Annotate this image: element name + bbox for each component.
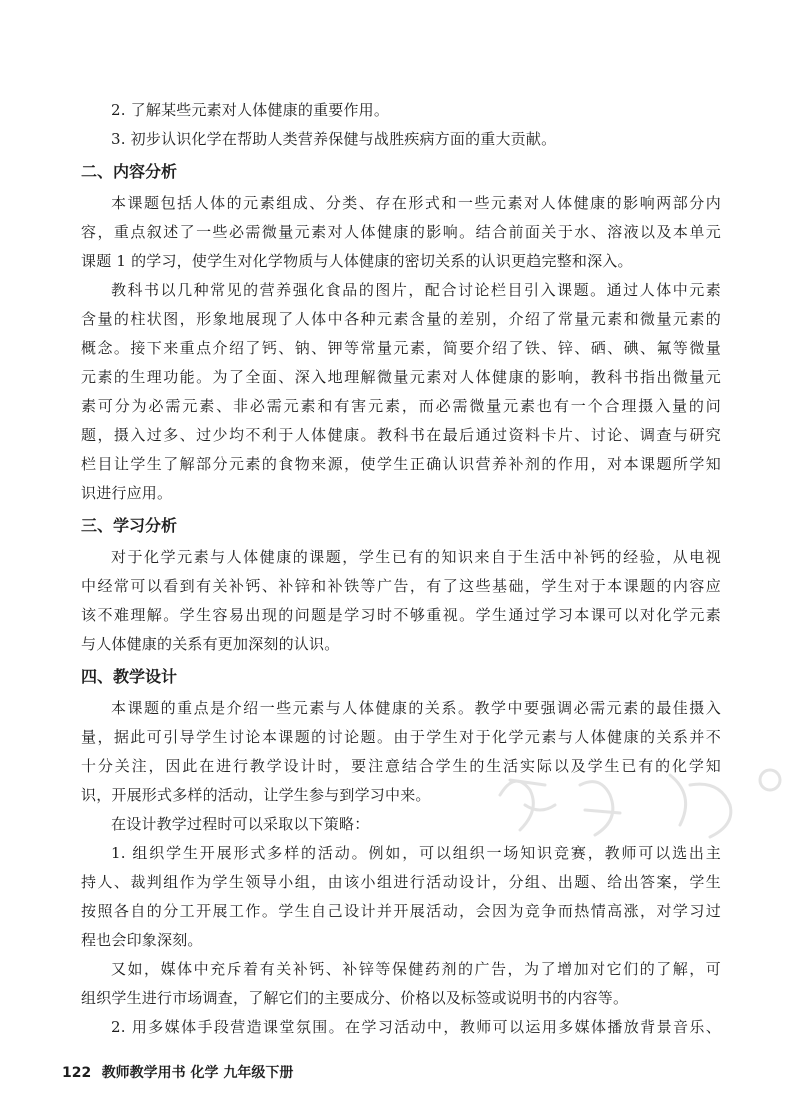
text-line: 本课题的重点是介绍一些元素与人体健康的关系。教学中要强调必需元素的最佳摄入 — [111, 699, 721, 717]
text-line: 本课题包括人体的元素组成、分类、存在形式和一些元素对人体健康的影响两部分内 — [111, 194, 721, 212]
text-line: 在设计教学过程时可以采取以下策略： — [111, 815, 370, 833]
text-line: 又如，媒体中充斥着有关补钙、补锌等保健药剂的广告，为了增加对它们的了解，可 — [111, 960, 721, 978]
text-line: 按照各自的分工开展工作。学生自己设计并开展活动，会因为竞争而热情高涨，对学习过 — [81, 902, 721, 920]
text-line: 程也会印象深刻。 — [81, 931, 203, 949]
paragraph — [81, 810, 721, 839]
paragraph — [81, 839, 721, 955]
paragraph — [81, 276, 721, 508]
section-heading-teaching-design: 四、教学设计 — [81, 667, 178, 686]
text-line: 教科书以几种常见的营养强化食品的图片，配合讨论栏目引入课题。通过人体中元素 — [111, 281, 721, 299]
text-line: 元素的生理功能。为了全面、深入地理解微量元素对人体健康的影响，教科书指出微量元 — [81, 368, 721, 386]
text-line: 题，摄入过多、过少均不利于人体健康。教科书在最后通过资料卡片、讨论、调查与研究 — [81, 426, 721, 444]
text-line: 2. 用多媒体手段营造课堂氛围。在学习活动中，教师可以运用多媒体播放背景音乐、 — [111, 1018, 721, 1036]
page-footer — [62, 1063, 293, 1083]
section-heading-content-analysis: 二、内容分析 — [81, 162, 178, 181]
goal-item-3: 3. 初步认识化学在帮助人类营养保健与战胜疾病方面的重大贡献。 — [111, 130, 557, 148]
text-line: 中经常可以看到有关补钙、补锌和补铁等广告，有了这些基础，学生对于本课题的内容应 — [81, 577, 721, 595]
paragraph — [81, 189, 721, 276]
text-line: 对于化学元素与人体健康的课题，学生已有的知识来自于生活中补钙的经验，从电视 — [111, 548, 721, 566]
text-line: 含量的柱状图，形象地展现了人体中各种元素含量的差别，介绍了常量元素和微量元素的 — [81, 310, 721, 328]
text-line: 素可分为必需元素、非必需元素和有害元素，而必需微量元素也有一个合理摄入量的问 — [81, 397, 721, 415]
text-line: 识，开展形式多样的活动，让学生参与到学习中来。 — [81, 786, 431, 804]
paragraph — [81, 1013, 721, 1042]
text-line: 与人体健康的关系有更加深刻的认识。 — [81, 635, 340, 653]
text-line: 容，重点叙述了一些必需微量元素对人体健康的影响。结合前面关于水、溶液以及本单元 — [81, 223, 721, 241]
book-title: 教师教学用书 化学 九年级下册 — [101, 1065, 294, 1081]
page-content — [81, 96, 721, 1042]
text-line: 概念。接下来重点介绍了钙、钠、钾等常量元素，简要介绍了铁、锌、硒、碘、氟等微量 — [81, 339, 721, 357]
text-line: 识进行应用。 — [81, 484, 173, 502]
goal-item-2: 2. 了解某些元素对人体健康的重要作用。 — [111, 101, 390, 119]
text-line: 组织学生进行市场调查，了解它们的主要成分、价格以及标签或说明书的内容等。 — [81, 989, 629, 1007]
text-line: 栏目让学生了解部分元素的食物来源，使学生正确认识营养补剂的作用，对本课题所学知 — [81, 455, 721, 473]
paragraph — [81, 694, 721, 810]
text-line: 课题 1 的学习，使学生对化学物质与人体健康的密切关系的认识更趋完整和深入。 — [81, 252, 633, 270]
text-line: 十分关注，因此在进行教学设计时，要注意结合学生的生活实际以及学生已有的化学知 — [81, 757, 721, 775]
section-heading-learning-analysis: 三、学习分析 — [81, 516, 178, 535]
text-line: 该不难理解。学生容易出现的问题是学习时不够重视。学生通过学习本课可以对化学元素 — [81, 606, 721, 624]
page-number: 122 — [62, 1065, 92, 1081]
paragraph — [81, 543, 721, 659]
text-line: 持人、裁判组作为学生领导小组，由该小组进行活动设计，分组、出题、给出答案，学生 — [81, 873, 721, 891]
text-line: 1. 组织学生开展形式多样的活动。例如，可以组织一场知识竞赛，教师可以选出主 — [111, 844, 721, 862]
paragraph — [81, 955, 721, 1013]
text-line: 量，据此可引导学生讨论本课题的讨论题。由于学生对于化学元素与人体健康的关系并不 — [81, 728, 721, 746]
